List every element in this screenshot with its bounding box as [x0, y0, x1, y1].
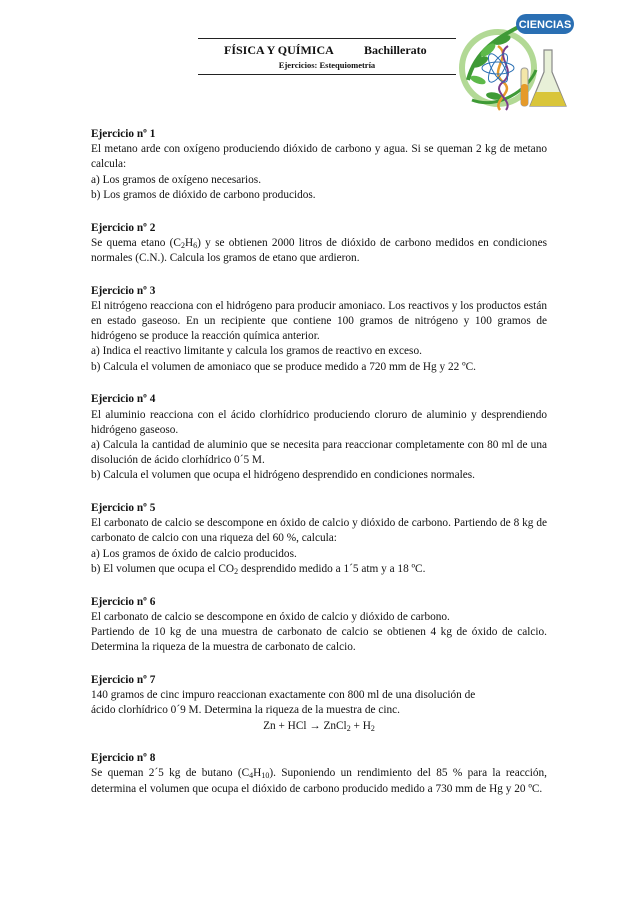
statement-text: ) y se obtienen 2000 litros de dióxido de carbono medidos en condiciones normales (C.N.). Calcula los gramos de etano que ardieron.	[91, 236, 547, 264]
ciencias-logo-label: CIENCIAS	[518, 19, 572, 31]
exercise-2	[91, 221, 547, 267]
header-top-rule	[198, 38, 456, 39]
exercise-statement: El carbonato de calcio se descompone en óxido de calcio y dióxido de carbono. Partiendo de 8 kg de carbonato de calcio con una riqueza del 60 %, calcula:	[91, 517, 547, 545]
exercise-list	[91, 127, 547, 814]
exercise-statement: El metano arde con oxígeno produciendo dióxido de carbono y agua. Si se queman 2 kg de metano calcula:	[91, 143, 547, 171]
equation-text: Zn + HCl	[263, 719, 310, 732]
exercise-statement-cont: Partiendo de 10 kg de una muestra de carbonato de calcio se obtienen 4 kg de óxido de calcio. Determina la riqueza de la muestra de carbonato de calcio.	[91, 625, 547, 654]
chemical-equation	[91, 719, 547, 734]
equation-text: ZnCl	[320, 719, 347, 732]
exercise-part-a: a) Los gramos de óxido de calcio producidos.	[91, 547, 297, 560]
subscript: 2	[180, 240, 185, 250]
exercise-title: Ejercicio nº 2	[91, 221, 156, 234]
exercise-title: Ejercicio nº 3	[91, 284, 156, 297]
exercise-title: Ejercicio nº 4	[91, 393, 156, 406]
exercise-4	[91, 392, 547, 483]
statement-text: H	[184, 236, 194, 249]
exercise-part-b: b) Calcula el volumen de amoniaco que se produce medido a 720 mm de Hg y 22 ºC.	[91, 360, 476, 373]
header-bottom-rule	[198, 74, 456, 75]
subscript: 2	[370, 723, 375, 733]
exercise-5	[91, 501, 547, 577]
page-header	[198, 38, 456, 76]
subscript: 2	[346, 723, 351, 733]
arrow-icon: →	[309, 719, 321, 732]
subscript: 2	[234, 566, 239, 576]
exercise-8	[91, 751, 547, 797]
ciencias-logo	[458, 10, 576, 116]
subscript: 10	[261, 771, 270, 781]
exercise-part-a: a) Indica el reactivo limitante y calcula los gramos de reactivo en exceso.	[91, 345, 422, 358]
exercise-statement-cont: ácido clorhídrico 0´9 M. Determina la riqueza de la muestra de cinc.	[91, 704, 400, 717]
exercise-part-b: b) Los gramos de dióxido de carbono producidos.	[91, 188, 316, 201]
exercise-statement: El carbonato de calcio se descompone en óxido de calcio y dióxido de carbono.	[91, 610, 450, 623]
exercise-title: Ejercicio nº 7	[91, 673, 156, 686]
part-text: desprendido medido a 1´5 atm y a 18 ºC.	[238, 562, 426, 575]
header-subject: FÍSICA Y QUÍMICA	[224, 43, 334, 57]
statement-text: ). Suponiendo un rendimiento del 85 % para la reacción, determina el volumen que ocupa el dióxido de carbono producido medido a 730 mm de Hg y 20 ºC.	[91, 767, 547, 795]
subscript: 6	[193, 240, 198, 250]
exercise-1	[91, 127, 547, 203]
exercise-3	[91, 284, 547, 375]
exercise-part-b	[91, 562, 547, 577]
exercise-statement: El nitrógeno reacciona con el hidrógeno para producir amoniaco. Los reactivos y los productos están en estado gaseoso. En un recipiente que contiene 100 gramos de nitrógeno y 100 gramos de hidrógeno se produce la reacción química anterior.	[91, 299, 547, 343]
exercise-part-a: a) Calcula la cantidad de aluminio que se necesita para reaccionar completamente con 80 ml de una disolución de ácido clorhídrico 0´5 M.	[91, 438, 547, 467]
statement-text: Se queman 2´5 kg de butano (C	[91, 767, 250, 780]
header-level: Bachillerato	[364, 43, 427, 57]
exercise-statement: El aluminio reacciona con el ácido clorhídrico produciendo cloruro de aluminio y desprendiendo hidrógeno gaseoso.	[91, 408, 547, 436]
exercise-6	[91, 595, 547, 656]
exercise-title: Ejercicio nº 5	[91, 502, 156, 515]
part-text: b) El volumen que ocupa el CO	[91, 562, 235, 575]
exercise-title: Ejercicio nº 8	[91, 752, 156, 765]
exercise-statement	[91, 766, 547, 796]
exercise-statement	[91, 236, 547, 266]
header-subtitle: Ejercicios: Estequiometría	[278, 60, 376, 70]
subscript: 4	[249, 771, 254, 781]
exercise-part-b: b) Calcula el volumen que ocupa el hidrógeno desprendido en condiciones normales.	[91, 469, 475, 482]
exercise-part-a: a) Los gramos de oxígeno necesarios.	[91, 173, 262, 186]
exercise-title: Ejercicio nº 1	[91, 128, 156, 140]
statement-text: Se quema etano (C	[91, 236, 181, 249]
exercise-title: Ejercicio nº 6	[91, 595, 156, 608]
exercise-statement: 140 gramos de cinc impuro reaccionan exactamente con 800 ml de una disolución de	[91, 689, 476, 702]
exercise-7	[91, 673, 547, 734]
statement-text: H	[253, 767, 262, 780]
equation-text: + H	[350, 719, 371, 732]
ciencias-logo-graphic	[458, 10, 576, 116]
